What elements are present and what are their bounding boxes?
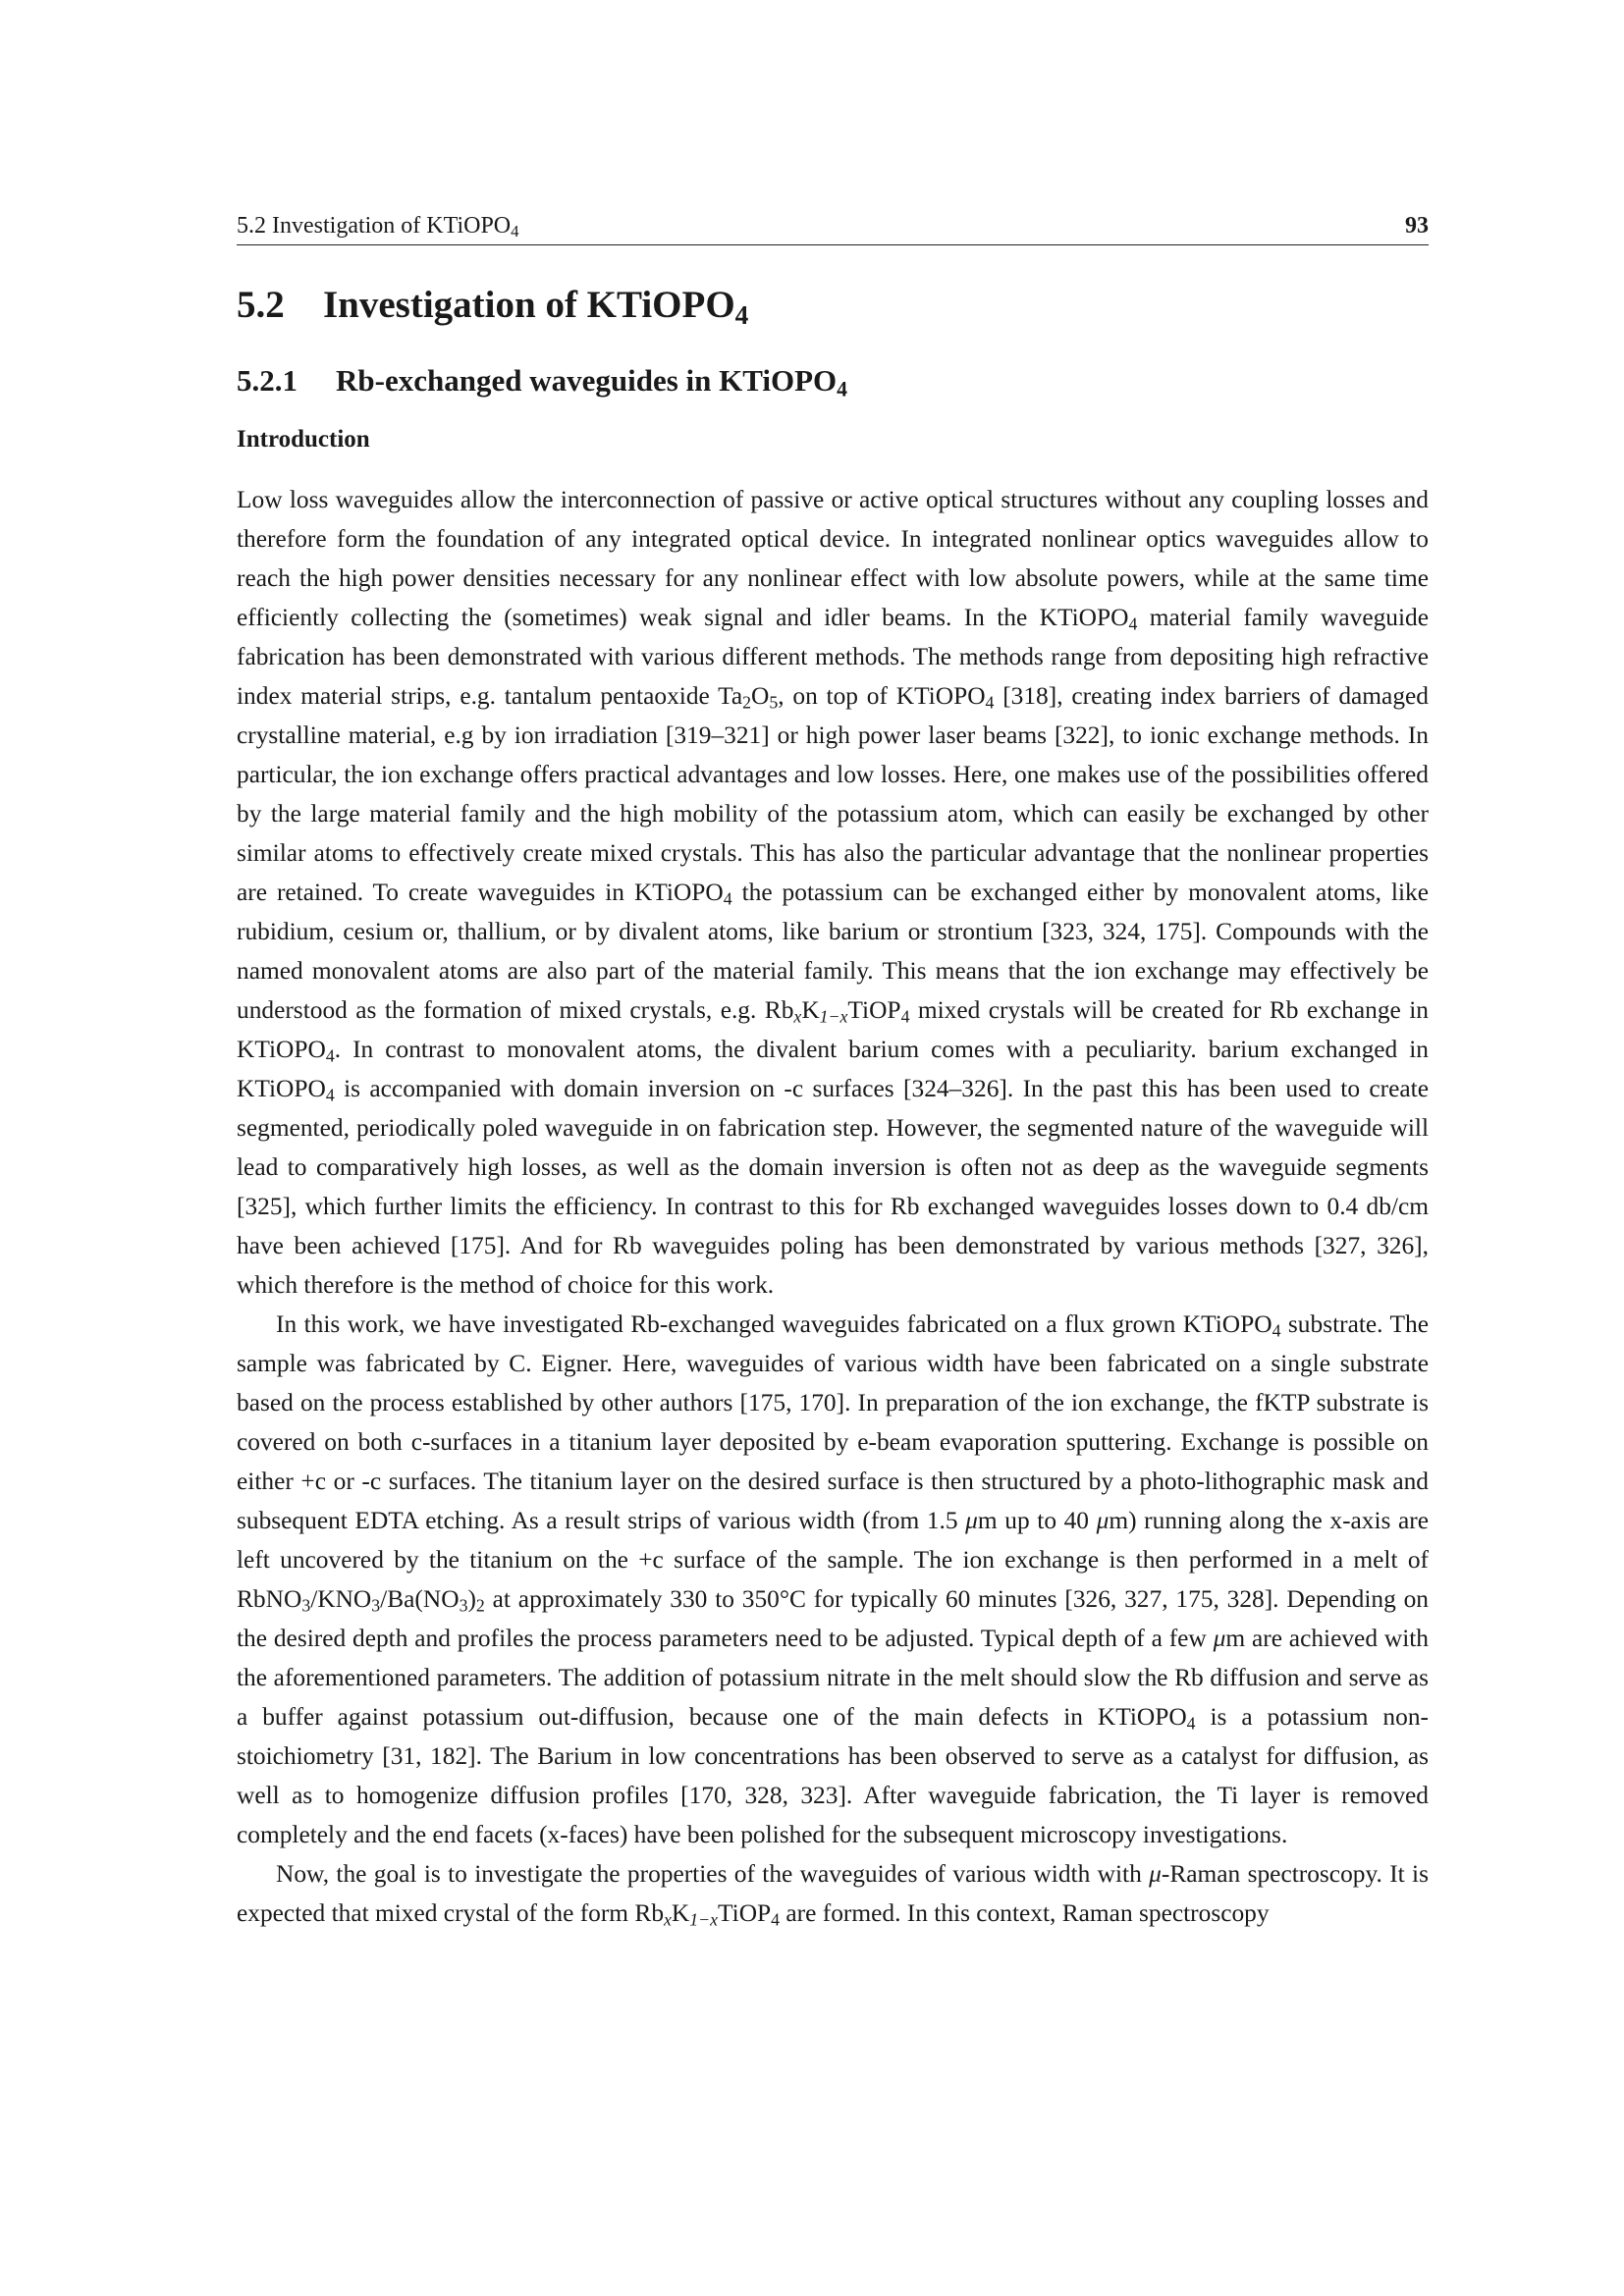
section-title: 5.2 Investigation of KTiOPO$_4$ <box>237 284 749 330</box>
page-number: 93 <box>1405 213 1429 239</box>
body-text <box>237 480 1429 1933</box>
running-title: 5.2 Investigation of KTiOPO$_4$ <box>237 213 519 241</box>
subsection-title-text: Rb-exchanged waveguides in KTiOPO <box>336 363 838 398</box>
paragraph-1: Low loss waveguides allow the interconnection of passive or active optical structures without any coupling losses and therefore form the foundation of any integrated optical device. In integrated nonlinear optics waveguides allow to reach the high power densities necessary for any nonlinear effect with low absolute powers, while at the same time efficiently collecting the (sometimes) weak signal and idler beams. In the KTiOPO$_4$ material family waveguide fabrication has been demonstrated with various different methods. The methods range from depositing high refractive index material strips, e.g. tantalum pentaoxide $Ta_2O_5$, on top of KTiOPO$_4$ [318], creating index barriers of damaged crystalline material, e.g by ion irradiation [319–321] or high power laser beams [322], to ionic exchange methods. In particular, the ion exchange offers practical advantages and low losses. Here, one makes use of the possibilities offered by the large material family and the high mobility of the potassium atom, which can easily be exchanged by other similar atoms to effectively create mixed crystals. This has also the particular advantage that the nonlinear properties are retained. To create waveguides in KTiOPO$_4$ the potassium can be exchanged either by monovalent atoms, like rubidium, cesium or, thallium, or by divalent atoms, like barium or strontium [323, 324, 175]. Compounds with the named monovalent atoms are also part of the material family. This means that the ion exchange may effectively be understood as the formation of mixed crystals, e.g. $Rb_xK_{1-x}TiOP_4$ mixed crystals will be created for Rb exchange in KTiOPO$_4$. In contrast to monovalent atoms, the divalent barium comes with a peculiarity. barium exchanged in KTiOPO$_4$ is accompanied with domain inversion on -c surfaces [324–326]. In the past this has been used to create segmented, periodically poled waveguide in on fabrication step. However, the segmented nature of the waveguide will lead to comparatively high losses, as well as the domain inversion is often not as deep as the waveguide segments [325], which further limits the efficiency. In contrast to this for Rb exchanged waveguides losses down to 0.4 db/cm have been achieved [175]. And for Rb waveguides poling has been demonstrated by various methods [327, 326], which therefore is the method of choice for this work. <box>237 486 1430 1299</box>
section-title-text: Investigation of KTiOPO <box>323 284 735 326</box>
section-number: 5.2 <box>237 284 285 326</box>
running-header <box>237 209 1429 245</box>
subsection-number: 5.2.1 <box>237 363 298 398</box>
subsection-title: 5.2.1 Rb-exchanged waveguides in KTiOPO$_4$ <box>237 363 847 401</box>
paragraph-3: Now, the goal is to investigate the properties of the waveguides of various width with μ-Raman spectroscopy. It is expected that mixed crystal of the form $Rb_xK_{1-x}TiOP_4$ are formed. In this context, Raman spectroscopy <box>237 1860 1429 1930</box>
paragraph-2: In this work, we have investigated Rb-exchanged waveguides fabricated on a flux grown KTiOPO$_4$ substrate. The sample was fabricated by C. Eigner. Here, waveguides of various width have been fabricated on a single substrate based on the process established by other authors [175, 170]. In preparation of the ion exchange, the fKTP substrate is covered on both c-surfaces in a titanium layer deposited by e-beam evaporation sputtering. Exchange is possible on either +c or -c surfaces. The titanium layer on the desired surface is then structured by a photo-lithographic mask and subsequent EDTA etching. As a result strips of various width (from 1.5 μm up to 40 μm) running along the x-axis are left uncovered by the titanium on the +c surface of the sample. The ion exchange is then performed in a melt of $RbNO_3/KNO_3/Ba(NO_3)_2$ at approximately 330 to 350°C for typically 60 minutes [326, 327, 175, 328]. Depending on the desired depth and profiles the process parameters need to be adjusted. Typical depth of a few μm are achieved with the aforementioned parameters. The addition of potassium nitrate in the melt should slow the Rb diffusion and serve as a buffer against potassium out-diffusion, because one of the main defects in KTiOPO$_4$ is a potassium non-stoichiometry [31, 182]. The Barium in low concentrations has been observed to serve as a catalyst for diffusion, as well as to homogenize diffusion profiles [170, 328, 323]. After waveguide fabrication, the Ti layer is removed completely and the end facets (x-faces) have been polished for the subsequent microscopy investigations. <box>237 1310 1430 1848</box>
intro-heading: Introduction <box>237 426 370 453</box>
